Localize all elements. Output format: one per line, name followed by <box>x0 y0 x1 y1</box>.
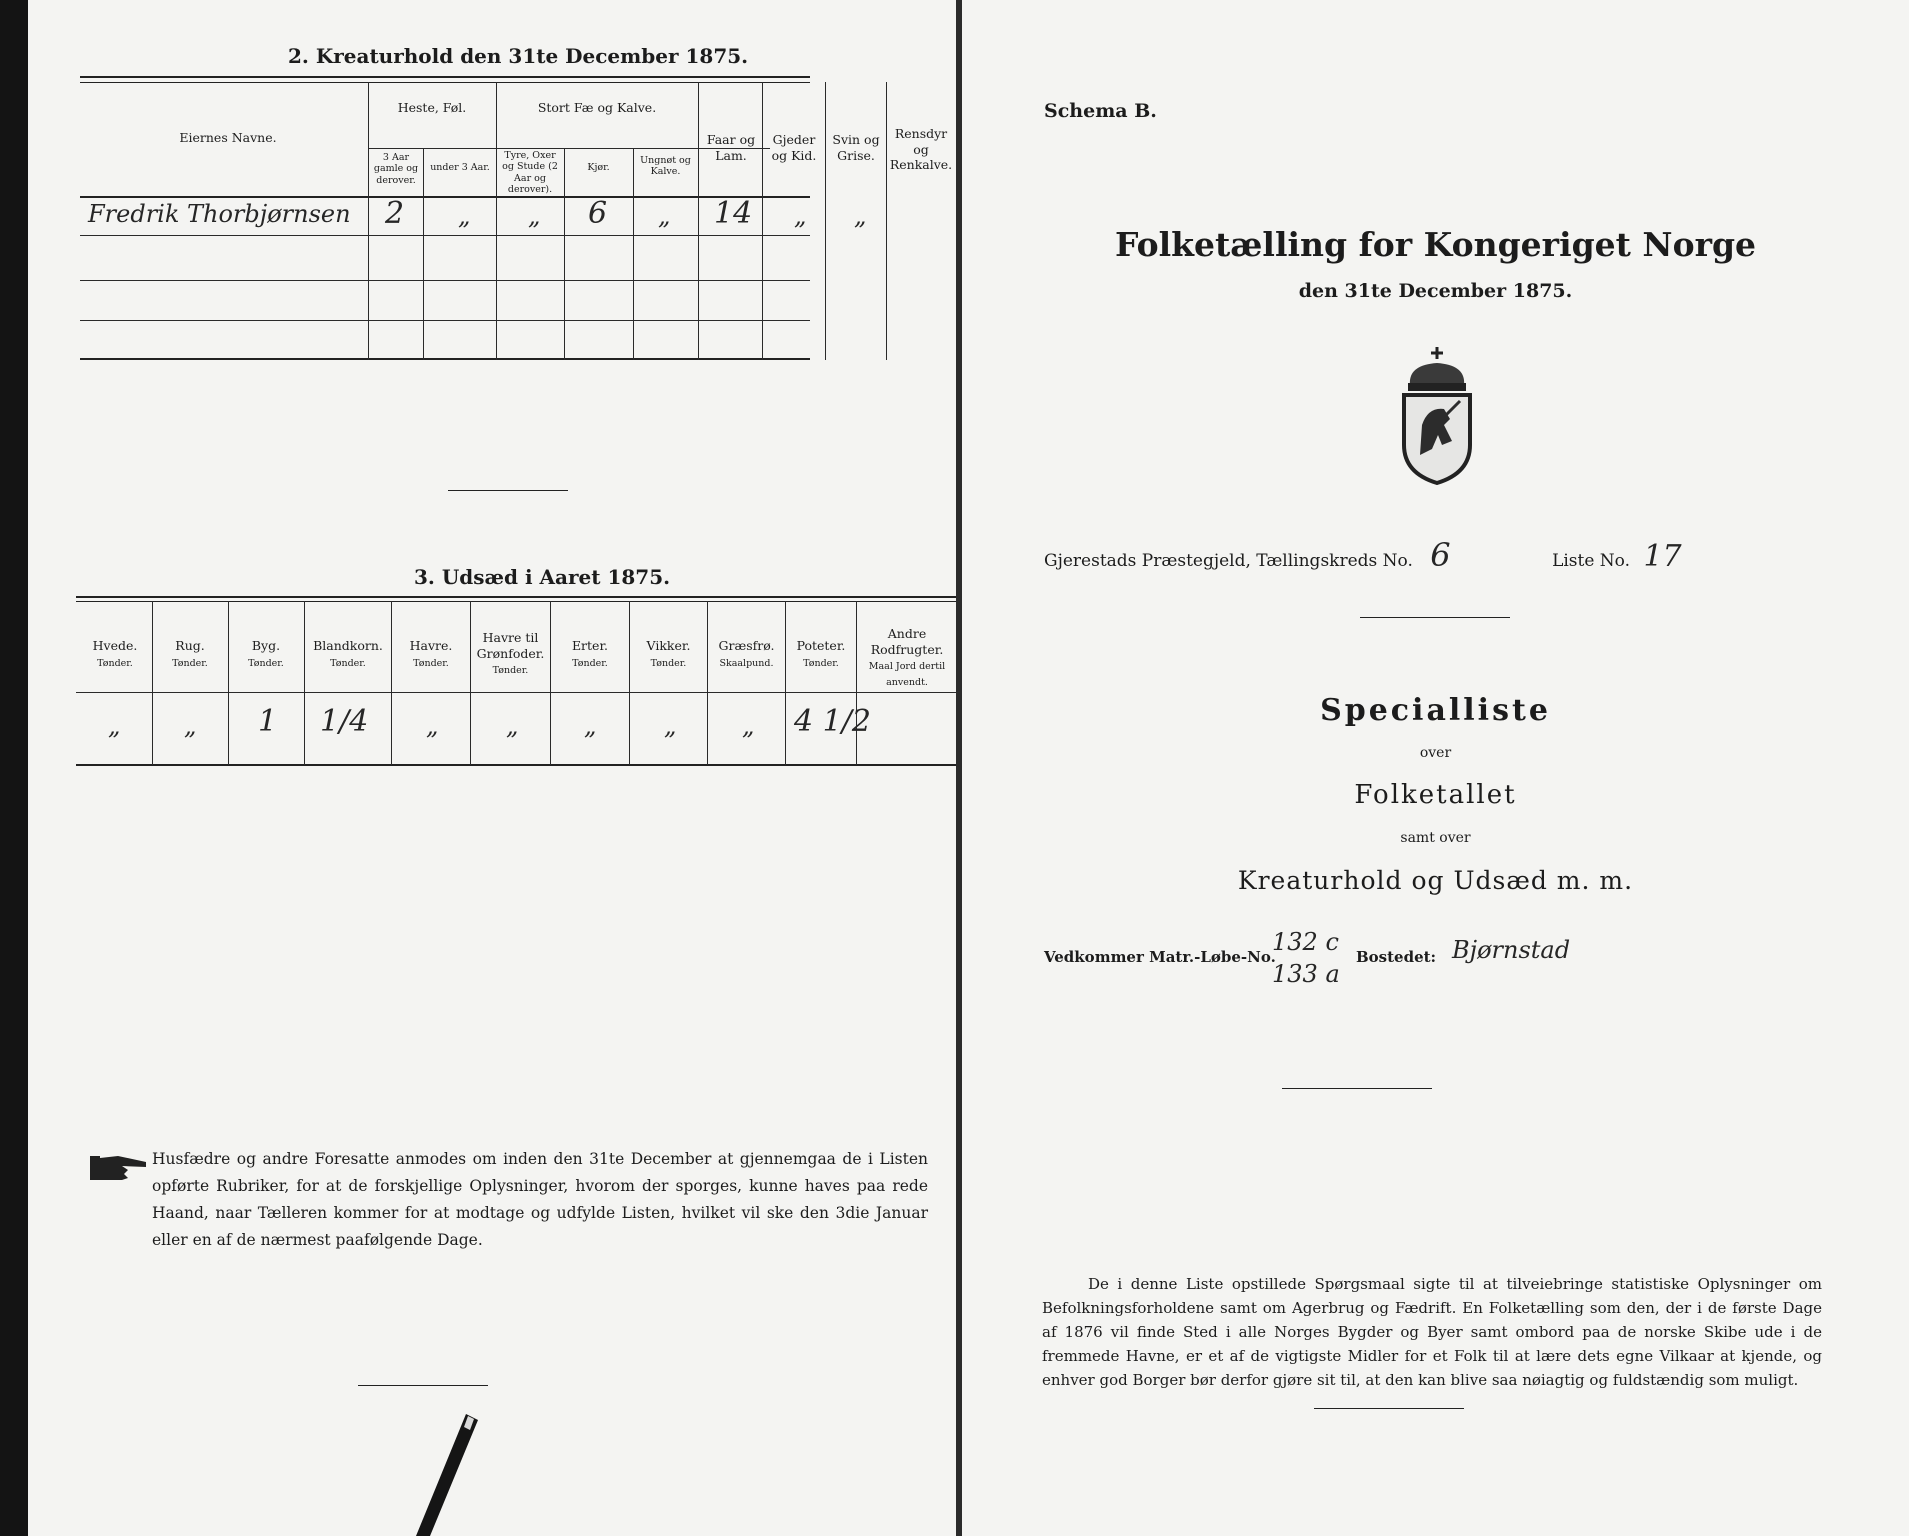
seed-value-hvede: „ <box>108 712 121 740</box>
seed-header-hvede: Hvede. Tønder. <box>92 638 138 669</box>
table-rule <box>80 320 810 321</box>
col-line <box>423 148 424 360</box>
info-note: De i denne Liste opstillede Spørgsmaal sigte til at tilveiebringe statistiske Oplysninger om Befolkningsforholdene samt om Agerbrug og Fædrift. En Folketælling som den, der i de første Dage af 1876 vil finde Sted i alle Norges Bygder og Byer samt ombord paa de norske Skibe ude i de fremmede Havne, er et af de vigtigste Midler for et Folk til at lære dets egne Vilkaar at kjende, og enhver god Borger bør derfor gjøre sit til, at den kan blive saa nøiagtig og fuldstændig som muligt. <box>1042 1275 1822 1389</box>
seed-header-poteter: Poteter. Tønder. <box>796 638 846 669</box>
table-rule <box>80 280 810 281</box>
seed-header-byg: Byg. Tønder. <box>248 638 284 669</box>
right-page <box>962 0 1909 1536</box>
seed-value-blandkorn: 1/4 <box>320 704 369 739</box>
seed-header-andre: Andre Rodfrugter. Maal Jord dertil anvendt. <box>868 626 946 688</box>
seed-header-havre: Havre. Tønder. <box>409 638 453 669</box>
matr-number-2: 133 a <box>1272 960 1340 988</box>
seed-header-graesfro: Græsfrø. Skaalpund. <box>718 638 775 669</box>
liste-label: Liste No. <box>1552 551 1631 571</box>
divider <box>358 1385 488 1386</box>
header-gjeder: Gjeder og Kid. <box>771 132 817 163</box>
header-owner: Eiernes Navne. <box>179 130 277 145</box>
table-rule <box>76 692 958 693</box>
folketallet-text: Folketallet <box>1354 780 1517 810</box>
header-rensdyr: Rensdyr og Renkalve. <box>889 126 953 173</box>
header-stort-fae: Stort Fæ og Kalve. <box>537 100 657 115</box>
matr-number-1: 132 c <box>1272 928 1339 956</box>
divider <box>1314 1408 1464 1409</box>
col-line <box>368 82 369 360</box>
seed-value-vikker: „ <box>664 712 677 740</box>
bosted-label: Bostedet: <box>1356 948 1437 966</box>
seed-value-rug: „ <box>184 712 197 740</box>
col-line <box>856 601 857 765</box>
value-faar: 14 <box>714 196 753 231</box>
table-rule <box>76 764 958 766</box>
header-heste-3aar: 3 Aar gamle og derover. <box>373 152 419 186</box>
schema-label: Schema B. <box>1044 100 1157 122</box>
table-rule <box>76 596 958 598</box>
section3-title: 3. Udsæd i Aaret 1875. <box>414 565 671 589</box>
col-line <box>629 601 630 765</box>
header-svin: Svin og Grise. <box>832 132 880 163</box>
value-heste-3aar: 2 <box>385 196 405 231</box>
parish-line <box>1044 536 1682 574</box>
pointing-hand-icon <box>88 1150 150 1184</box>
table-rule <box>80 196 810 198</box>
section2-title: 2. Kreaturhold den 31te December 1875. <box>288 44 749 68</box>
col-line <box>886 82 887 360</box>
value-ungnot: „ <box>658 202 671 230</box>
seed-header-vikker: Vikker. Tønder. <box>646 638 691 669</box>
over-text: over <box>1419 745 1452 761</box>
seed-header-havre-gronfoder: Havre til Grønfoder. Tønder. <box>476 630 545 677</box>
col-line <box>152 601 153 765</box>
col-line <box>785 601 786 765</box>
table-rule <box>80 235 810 236</box>
value-gjeder: „ <box>794 202 807 230</box>
seed-header-erter: Erter. Tønder. <box>571 638 609 669</box>
col-line <box>496 82 497 360</box>
value-svin: „ <box>854 202 867 230</box>
col-line <box>707 601 708 765</box>
pen-icon <box>408 1410 488 1536</box>
seed-value-havre-gronfoder: „ <box>506 712 519 740</box>
coat-of-arms-icon <box>1392 345 1482 485</box>
parish-label: Gjerestads Præstegjeld, Tællingskreds No. <box>1044 551 1413 571</box>
seed-value-byg: 1 <box>258 704 278 739</box>
col-line <box>698 82 699 360</box>
col-line <box>564 148 565 360</box>
col-line <box>550 601 551 765</box>
header-tyre: Tyre, Oxer og Stude (2 Aar og derover). <box>502 150 558 196</box>
seed-value-graesfro: „ <box>742 712 755 740</box>
header-faar: Faar og Lam. <box>706 132 756 163</box>
matr-label: Vedkommer Matr.-Løbe-No. <box>1044 948 1276 966</box>
seed-value-erter: „ <box>584 712 597 740</box>
footnote: Husfædre og andre Foresatte anmodes om inden den 31te December at gjennemgaa de i Listen opførte Rubriker, for at de forskjellige Oplysninger, hvorom der sporges, kunne haves paa rede Haand, naar Tælleren kommer for at modtage og udfylde Listen, hvilket vil ske den 3die Januar eller en af de nærmest paafølgende Dage. <box>152 1150 928 1249</box>
col-line <box>633 148 634 360</box>
seed-header-blandkorn: Blandkorn. Tønder. <box>313 638 383 669</box>
col-line <box>228 601 229 765</box>
owner-name: Fredrik Thorbjørnsen <box>88 200 351 228</box>
divider <box>1282 1088 1432 1089</box>
header-ungnot: Ungnøt og Kalve. <box>640 155 691 178</box>
value-tyre: „ <box>528 202 541 230</box>
seed-value-poteter: 4 1/2 <box>794 704 871 739</box>
value-kjor: 6 <box>588 196 608 231</box>
col-line <box>762 82 763 360</box>
bosted-value: Bjørnstad <box>1452 936 1571 964</box>
col-line <box>391 601 392 765</box>
seed-header-rug: Rug. Tønder. <box>172 638 208 669</box>
liste-number: 17 <box>1643 539 1682 574</box>
value-heste-under3: „ <box>458 202 471 230</box>
kreaturhold-text: Kreaturhold og Udsæd m. m. <box>1237 866 1634 895</box>
table-rule <box>80 82 810 83</box>
col-line <box>470 601 471 765</box>
col-line <box>825 82 826 360</box>
header-heste-under3: under 3 Aar. <box>430 162 490 173</box>
samt-over-text: samt over <box>1400 830 1471 846</box>
table-rule <box>80 358 810 360</box>
divider <box>1360 617 1510 618</box>
main-title: Folketælling for Kongeriget Norge <box>1114 225 1757 264</box>
table-rule <box>80 76 810 78</box>
divider <box>448 490 568 491</box>
table-rule <box>76 601 958 602</box>
specialliste-title: Specialliste <box>1320 693 1551 728</box>
col-line <box>304 601 305 765</box>
header-kjor: Kjør. <box>587 162 610 173</box>
left-page <box>28 0 958 1536</box>
seed-value-havre: „ <box>426 712 439 740</box>
main-date: den 31te December 1875. <box>1298 280 1573 302</box>
kreds-number: 6 <box>1430 536 1451 574</box>
header-heste: Heste, Føl. <box>397 100 467 115</box>
